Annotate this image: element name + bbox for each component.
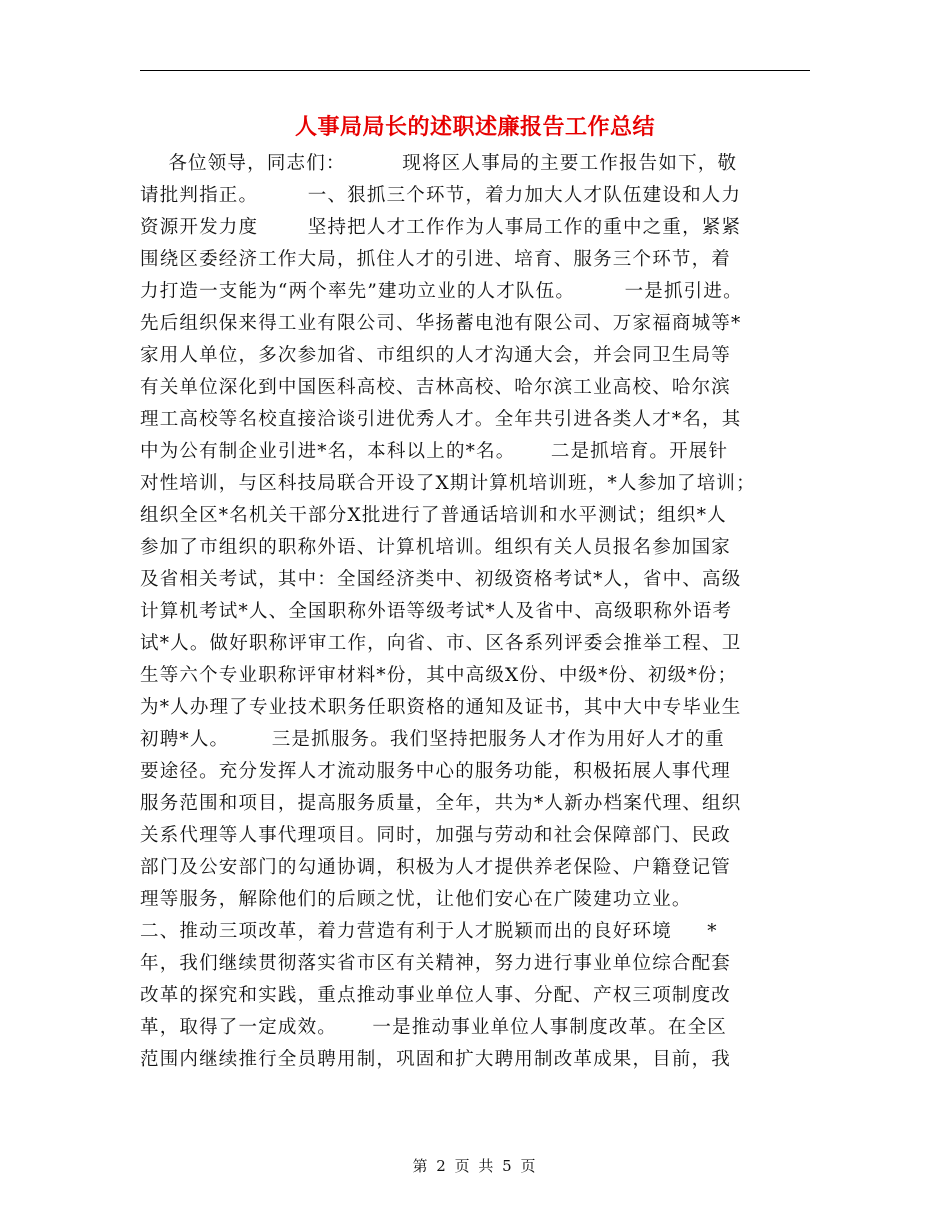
body-line: 改革的探究和实践，重点推动事业单位人事、分配、产权三项制度改: [140, 985, 732, 1006]
body-line: 组织全区*名机关干部分X批进行了普通话培训和水平测试；组织*人: [140, 505, 727, 526]
body-line: 力打造一支能为“两个率先”建功立业的人才队伍。 一是抓引进。: [140, 281, 743, 302]
body-line: 理等服务，解除他们的后顾之忧，让他们安心在广陵建功立业。: [140, 889, 692, 910]
body-line: 年，我们继续贯彻落实省市区有关精神，努力进行事业单位综合配套: [140, 953, 732, 974]
body-line: 要途径。充分发挥人才流动服务中心的服务功能，积极拓展人事代理: [140, 761, 732, 782]
body-line: 初聘*人。 三是抓服务。我们坚持把服务人才作为用好人才的重: [140, 729, 725, 750]
body-line: 对性培训，与区科技局联合开设了X期计算机培训班，*人参加了培训；: [140, 473, 756, 494]
body-line: 及省相关考试，其中：全国经济类中、初级资格考试*人，省中、高级: [140, 569, 742, 590]
document-body: [140, 148, 812, 1076]
body-line: 中为公有制企业引进*名，本科以上的*名。 二是抓培育。开展针: [140, 441, 729, 462]
body-line: 先后组织保来得工业有限公司、华扬蓄电池有限公司、万家福商城等*: [140, 313, 742, 334]
body-line: 服务范围和项目，提高服务质量，全年，共为*人新办档案代理、组织: [140, 793, 742, 814]
body-line: 有关单位深化到中国医科高校、吉林高校、哈尔滨工业高校、哈尔滨: [140, 377, 732, 398]
body-line: 各位领导，同志们： 现将区人事局的主要工作报告如下，敬: [140, 153, 738, 174]
body-line: 范围内继续推行全员聘用制，巩固和扩大聘用制改革成果，目前，我: [140, 1049, 732, 1070]
header-rule: [140, 70, 810, 71]
body-line: 革，取得了一定成效。 一是推动事业单位人事制度改革。在全区: [140, 1017, 728, 1038]
body-line: 计算机考试*人、全国职称外语等级考试*人及省中、高级职称外语考: [140, 601, 733, 622]
body-line: 关系代理等人事代理项目。同时，加强与劳动和社会保障部门、民政: [140, 825, 732, 846]
body-line: 生等六个专业职称评审材料*份，其中高级X份、中级*份、初级*份；: [140, 665, 738, 686]
body-line: 家用人单位，多次参加省、市组织的人才沟通大会，并会同卫生局等: [140, 345, 732, 366]
body-line: 二、推动三项改革，着力营造有利于人才脱颖而出的良好环境 *: [140, 921, 718, 942]
body-line: 资源开发力度 坚持把人才工作作为人事局工作的重中之重，紧紧: [140, 217, 742, 238]
body-line: 参加了市组织的职称外语、计算机培训。组织有关人员报名参加国家: [140, 537, 732, 558]
body-line: 为*人办理了专业技术职务任职资格的通知及证书，其中大中专毕业生: [140, 697, 742, 718]
body-line: 围绕区委经济工作大局，抓住人才的引进、培育、服务三个环节，着: [140, 249, 732, 270]
body-line: 部门及公安部门的勾通协调，积极为人才提供养老保险、户籍登记管: [140, 857, 732, 878]
body-line: 试*人。做好职称评审工作，向省、市、区各系列评委会推举工程、卫: [140, 633, 742, 654]
page-number: 第 2 页 共 5 页: [412, 1157, 538, 1175]
body-line: 请批判指正。 一、狠抓三个环节，着力加大人才队伍建设和人力: [140, 185, 742, 206]
body-line: 理工高校等名校直接洽谈引进优秀人才。全年共引进各类人才*名，其: [140, 409, 742, 430]
document-title: 人事局局长的述职述廉报告工作总结: [294, 114, 655, 140]
